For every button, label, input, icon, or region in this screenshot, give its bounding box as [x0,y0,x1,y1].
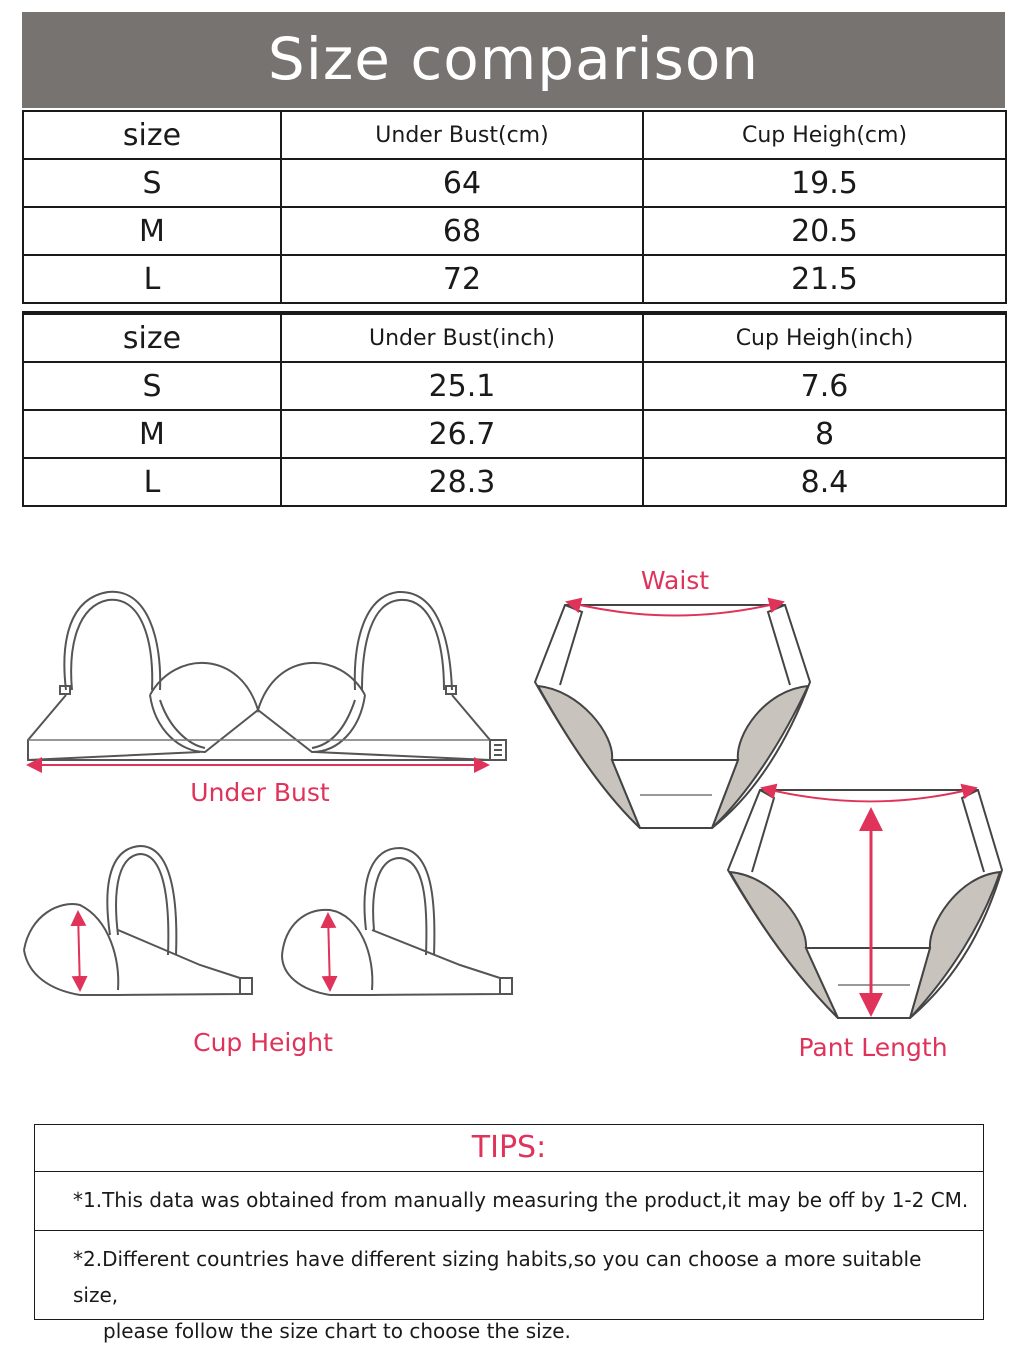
under-bust-cell: 64 [281,159,643,207]
under-bust-cell: 72 [281,255,643,303]
cup-height-arrow-left [78,912,80,990]
tips-box [34,1124,984,1343]
size-cell: L [23,255,281,303]
column-header-under-bust: Under Bust(inch) [281,313,643,362]
size-cell: S [23,362,281,410]
waist-label: Waist [640,566,710,595]
bra-side-illustration-right [282,848,512,995]
under-bust-cell: 28.3 [281,458,643,506]
size-cell: L [23,458,281,506]
column-header-under-bust: Under Bust(cm) [281,111,643,159]
column-header-size: size [23,111,281,159]
tip-item-2-line-1: *2.Different countries have different sizing habits,so you can choose a more suitable size, [73,1247,922,1307]
cup-height-cell: 8 [643,410,1006,458]
panty-length-illustration [728,790,1002,1018]
cup-height-cell: 19.5 [643,159,1006,207]
tip-item-2 [35,1231,983,1349]
bra-side-illustration-left [24,846,252,995]
size-cell: M [23,410,281,458]
page-title: Size comparison [22,12,1005,108]
column-header-cup-height: Cup Heigh(cm) [643,111,1006,159]
under-bust-label: Under Bust [190,778,330,807]
size-cell: M [23,207,281,255]
size-cell: S [23,159,281,207]
under-bust-cell: 68 [281,207,643,255]
under-bust-cell: 25.1 [281,362,643,410]
tip-item-2-line-2: please follow the size chart to choose the size. [103,1319,571,1343]
bra-front-illustration [28,592,506,760]
under-bust-cell: 26.7 [281,410,643,458]
pant-length-label: Pant Length [798,1033,948,1062]
cup-height-arrow-right [328,914,330,990]
cup-height-cell: 20.5 [643,207,1006,255]
cup-height-cell: 21.5 [643,255,1006,303]
column-header-size: size [23,313,281,362]
tip-item-1: *1.This data was obtained from manually measuring the product,it may be off by 1-2 CM. [35,1172,983,1231]
tips-title: TIPS: [35,1125,983,1172]
cup-height-cell: 8.4 [643,458,1006,506]
cup-height-label: Cup Height [193,1028,333,1057]
column-header-cup-height: Cup Heigh(inch) [643,313,1006,362]
cup-height-cell: 7.6 [643,362,1006,410]
